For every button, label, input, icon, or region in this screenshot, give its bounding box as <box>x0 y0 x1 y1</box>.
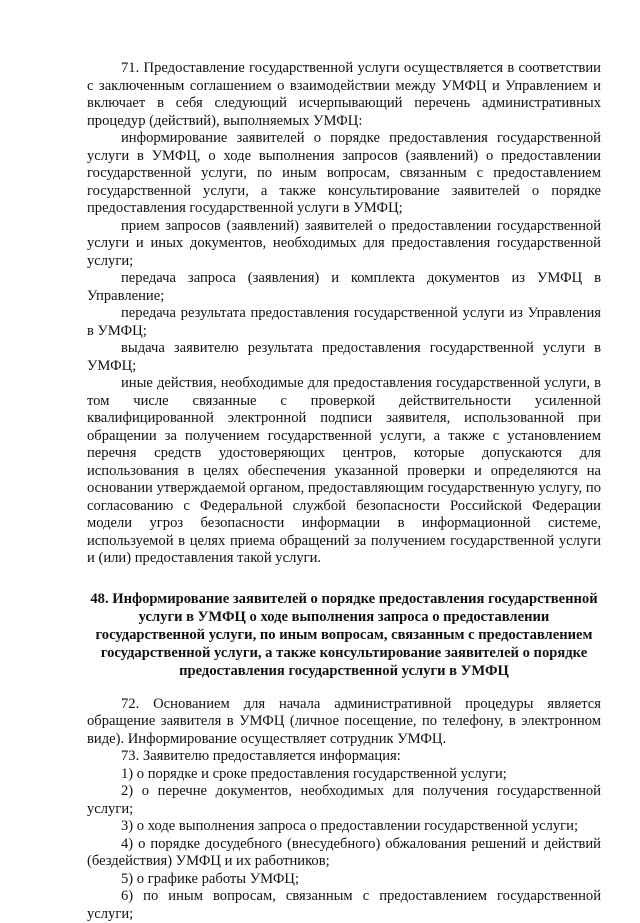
list-item: передача результата предоставления государственной услуги из Управления в УМФЦ; <box>87 305 601 339</box>
list-item: 1) о порядке и сроке предоставления государственной услуги; <box>121 765 507 782</box>
list-item: передача запроса (заявления) и комплекта документов из УМФЦ в Управление; <box>87 270 601 304</box>
section-heading-48: 48. Информирование заявителей о порядке предоставления государственной услуги в УМФЦ о ходе выполнения запроса о предоставлении государственной услуги, по иным вопросам, связанным с предоставлением государственной услуги, а также консультирование заявителей о порядке предоставления государственной услуги в УМФЦ <box>90 590 598 679</box>
paragraph-71: 71. Предоставление государственной услуги осуществляется в соответствии с заключенным соглашением о взаимодействии между УМФЦ и Управлением и включает в себя следующий исчерпывающий перечень административных процедур (действий), выполняемых УМФЦ: <box>87 60 601 129</box>
list-item: 2) о перечне документов, необходимых для получения государственной услуги; <box>87 783 601 817</box>
list-item: информирование заявителей о порядке предоставления государственной услуги в УМФЦ, о ходе выполнения запросов (заявлений) о предоставлении государственной услуги, по иным вопросам, связанным с предоставлением государственной услуги, а также консультирование заявителей о порядке предоставления государственной услуги в УМФЦ; <box>87 130 601 216</box>
document-page <box>87 60 601 923</box>
list-item: 3) о ходе выполнения запроса о предоставлении государственной услуги; <box>121 818 579 834</box>
list-item: 6) по иным вопросам, связанным с предоставлением государственной услуги; <box>87 888 601 922</box>
list-item: 5) о графике работы УМФЦ; <box>121 870 300 887</box>
list-item: выдача заявителю результата предоставления государственной услуги в УМФЦ; <box>87 340 601 374</box>
list-item: иные действия, необходимые для предоставления государственной услуги, в том числе связанные с проверкой действительности усиленной квалифицированной электронной подписи заявителя, использованной при обращении за получением государственной услуги, а также с установлением перечня средств удостоверяющих центров, которые допускаются для использования в целях обеспечения указанной проверки и определяются на основании утверждаемой органом, предоставляющим государственную услугу, по согласованию с Федеральной службой безопасности Российской Федерации модели угроз безопасности информации в информационной системе, используемой в целях приема обращений за получением государственной услуги и (или) предоставления такой услуги. <box>87 375 601 566</box>
paragraph-72: 72. Основанием для начала административной процедуры является обращение заявителя в УМФЦ (личное посещение, по телефону, в электронном виде). Информирование осуществляет сотрудник УМФЦ. <box>87 695 601 747</box>
paragraph-73: 73. Заявителю предоставляется информация: <box>121 748 401 764</box>
list-item: 4) о порядке досудебного (внесудебного) обжалования решений и действий (бездействия) УМФЦ и их работников; <box>87 835 601 869</box>
list-item: прием запросов (заявлений) заявителей о предоставлении государственной услуги и иных документов, необходимых для предоставления государственной услуги; <box>87 217 601 269</box>
